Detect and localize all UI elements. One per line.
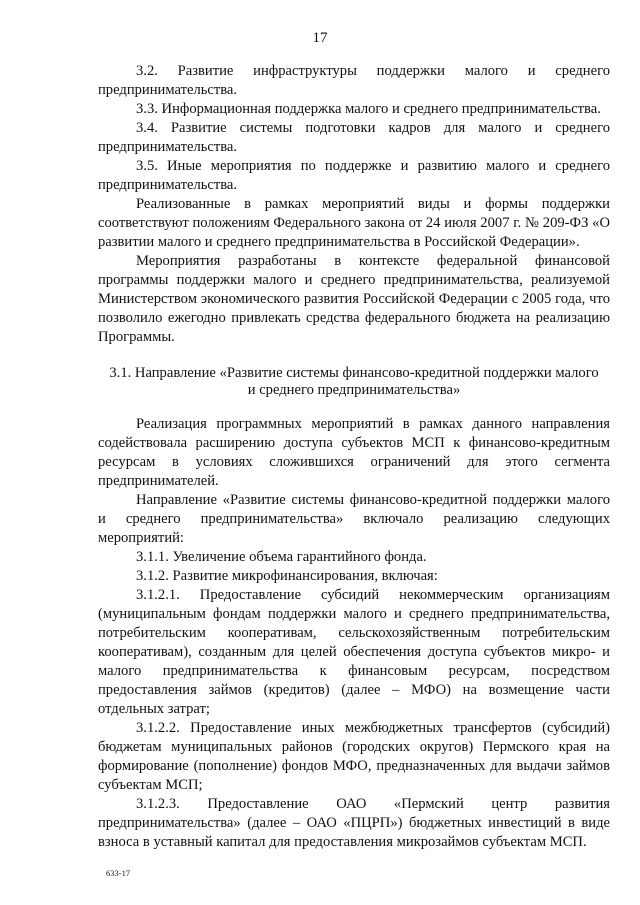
list-item: 3.1.1. Увеличение объема гарантийного фонда. xyxy=(136,549,427,565)
paragraph: Реализованные в рамках мероприятий виды и формы поддержки соответствуют положениям Федерального закона от 24 июля 2007 г. № 209-ФЗ «О развитии малого и среднего предпринимательства в Российской Федерации». xyxy=(98,196,610,250)
paragraph: 3.4. Развитие системы подготовки кадров для малого и среднего предпринимательства. xyxy=(98,120,610,155)
paragraph: 3.5. Иные мероприятия по поддержке и развитию малого и среднего предпринимательства. xyxy=(98,158,610,193)
page-number: 17 xyxy=(312,30,328,46)
paragraph: Мероприятия разработаны в контексте федеральной финансовой программы поддержки малого и среднего предпринимательства, реализуемой Министерством экономического развития Российской Федерации с 2005 года, что позволило ежегодно привлекать средства федерального бюджета на реализацию Программы. xyxy=(98,253,610,345)
list-item: 3.1.2. Развитие микрофинансирования, включая: xyxy=(136,568,438,584)
paragraph: Реализация программных мероприятий в рамках данного направления содействовала расширению доступа субъектов МСП к финансово-кредитным ресурсам в условиях сложившихся ограничений для этого сегмента предпринимателей. xyxy=(98,416,610,489)
paragraph: Направление «Развитие системы финансово-кредитной поддержки малого и среднего предпринимательства» включало реализацию следующих мероприятий: xyxy=(98,492,610,546)
footer-code: 633-17 xyxy=(106,868,131,878)
list-item: 3.1.2.1. Предоставление субсидий некоммерческим организациям (муниципальным фондам поддержки малого и среднего предпринимательства, потребительским кооперативам, сельскохозяйственным потребительским кооперативам), созданным для целей обеспечения доступа субъектов микро- и малого предпринимательства к финансовым ресурсам, посредством предоставления займов (кредитов) (далее – МФО) на возмещение части отдельных затрат; xyxy=(98,587,610,717)
list-item: 3.1.2.2. Предоставление иных межбюджетных трансфертов (субсидий) бюджетам муниципальных районов (городских округов) Пермского края на формирование (пополнение) фондов МФО, предназначенных для выдачи займов субъектам МСП; xyxy=(98,720,610,793)
paragraph: 3.3. Информационная поддержка малого и среднего предпринимательства. xyxy=(136,101,601,117)
section-heading: 3.1. Направление «Развитие системы финансово-кредитной поддержки малого и среднего предпринимательства» xyxy=(109,365,599,398)
paragraph: 3.2. Развитие инфраструктуры поддержки малого и среднего предпринимательства. xyxy=(98,63,610,98)
document-body xyxy=(98,62,610,852)
list-item: 3.1.2.3. Предоставление ОАО «Пермский центр развития предпринимательства» (далее – ОАО «ПЦРП») бюджетных инвестиций в виде взноса в уставный капитал для предоставления микрозаймов субъектам МСП. xyxy=(98,796,610,850)
